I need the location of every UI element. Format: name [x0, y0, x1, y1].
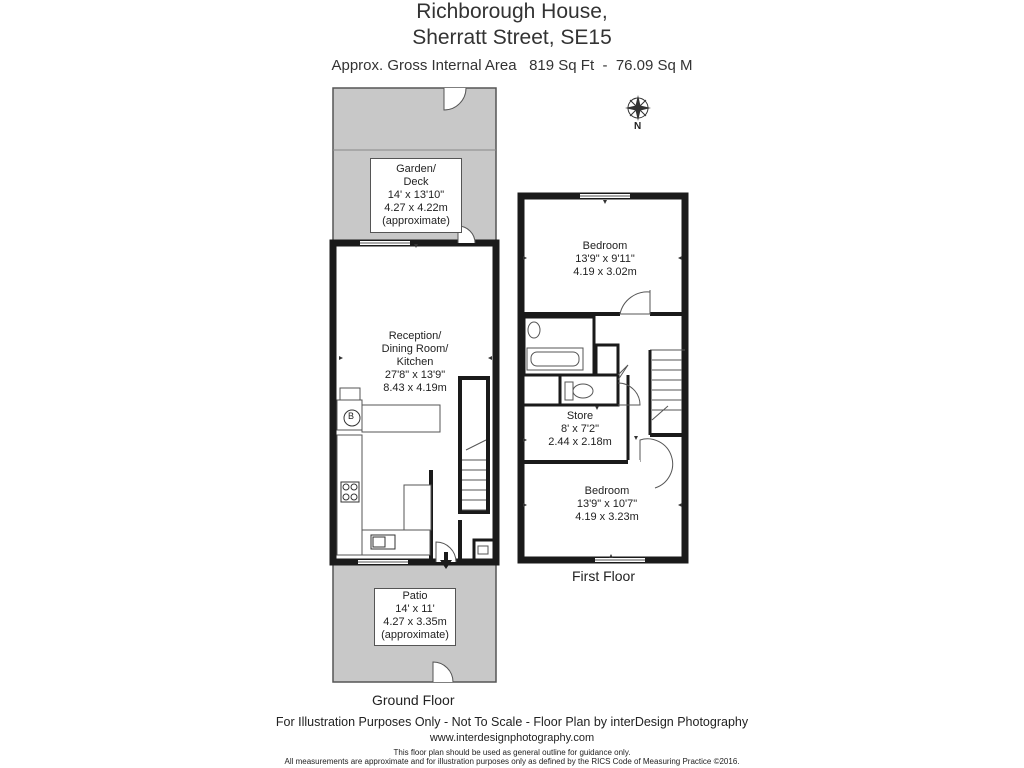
area-separator: - [602, 57, 608, 74]
bedroom1-metric: 4.19 x 3.02m [573, 266, 637, 278]
patio-note: (approximate) [381, 629, 449, 641]
patio-label [374, 590, 456, 642]
ground-stair-enclosure [460, 378, 488, 512]
bedroom2-name: Bedroom [584, 485, 630, 497]
area-label: Approx. Gross Internal Area [331, 57, 517, 74]
garden-name2: Deck [403, 176, 429, 188]
garden-name1: Garden/ [396, 163, 436, 175]
bedroom2-label [552, 485, 662, 524]
store-imperial: 8' x 7'2" [560, 423, 600, 435]
compass-north-label: N [634, 121, 642, 132]
area-sqft: 819 Sq Ft [529, 57, 595, 74]
patio-name: Patio [402, 590, 428, 602]
footer-disclaimer: For Illustration Purposes Only - Not To Scale - Floor Plan by interDesign Photography [275, 715, 749, 729]
page-title-line2: Sherratt Street, SE15 [412, 26, 612, 49]
store-label [535, 410, 625, 449]
reception-name3: Kitchen [396, 356, 434, 368]
store-name: Store [566, 410, 594, 422]
hob-icon [341, 482, 359, 502]
ground-floor-label: Ground Floor [372, 692, 455, 708]
garden-imperial: 14' x 13'10" [387, 189, 445, 201]
bedroom1-imperial: 13'9" x 9'11" [575, 253, 635, 265]
garden-metric: 4.27 x 4.22m [384, 202, 448, 214]
page-title-line1: Richborough House, [416, 0, 608, 23]
boiler-label: B [348, 411, 355, 421]
compass-icon [625, 95, 651, 121]
reception-metric: 8.43 x 4.19m [383, 382, 447, 394]
patio-imperial: 14' x 11' [395, 603, 435, 615]
garden-label [370, 163, 462, 228]
reception-label [360, 330, 470, 395]
sink-icon [371, 535, 395, 549]
garden-note: (approximate) [382, 215, 450, 227]
footer-website: www.interdesignphotography.com [429, 732, 595, 744]
reception-name1: Reception/ [388, 330, 442, 342]
basin-icon [528, 322, 540, 338]
bedroom1-name: Bedroom [582, 240, 628, 252]
first-wc-cupboard [596, 345, 618, 375]
footer-rics-note: All measurements are approximate and for illustration purposes only as defined by the RICS Code of Measuring Practice ©2016. [284, 757, 740, 766]
first-floor-label: First Floor [572, 568, 635, 584]
patio-metric: 4.27 x 3.35m [383, 616, 447, 628]
bedroom1-label [550, 240, 660, 279]
reception-name2: Dining Room/ [381, 343, 449, 355]
store-metric: 2.44 x 2.18m [548, 436, 612, 448]
bedroom2-metric: 4.19 x 3.23m [575, 511, 639, 523]
footer-guidance: This floor plan should be used as general outline for guidance only. [393, 748, 631, 757]
area-sqm: 76.09 Sq M [615, 57, 693, 74]
reception-imperial: 27'8" x 13'9" [384, 369, 446, 381]
bedroom2-imperial: 13'9" x 10'7" [576, 498, 638, 510]
